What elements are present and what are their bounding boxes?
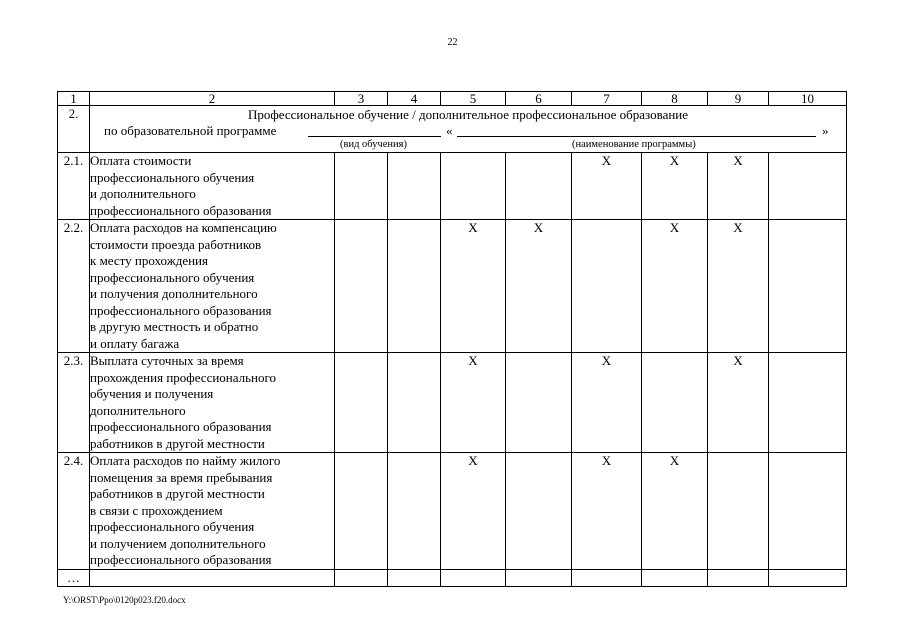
column-number-row [58, 92, 847, 106]
row-description [90, 220, 335, 353]
empty-cell [769, 569, 847, 587]
col-10-mark [769, 353, 847, 453]
ellipsis-row [58, 569, 847, 587]
col-10-mark [769, 453, 847, 570]
section-title: Профессиональное обучение / дополнительное профессиональное образование [247, 107, 689, 122]
description-line: профессионального обучения [90, 519, 255, 534]
column-header: 10 [769, 92, 847, 106]
empty-cell [335, 569, 388, 587]
program-label: по образовательной программе [104, 123, 277, 138]
col-8-mark: X [642, 153, 708, 220]
col-9-mark [708, 453, 769, 570]
col-3-mark [335, 453, 388, 570]
col-8-mark: X [642, 453, 708, 570]
col-4-mark [388, 353, 441, 453]
description-line: в связи с прохождением [90, 502, 223, 518]
col-3-mark [335, 153, 388, 220]
row-number: 2.1. [58, 153, 90, 220]
column-header: 6 [506, 92, 572, 106]
description-line: профессионального образования [90, 419, 272, 434]
column-header: 1 [58, 92, 90, 106]
row-number: 2.2. [58, 220, 90, 353]
description-line: Оплата расходов по найму жилого [90, 453, 281, 468]
empty-cell [506, 569, 572, 587]
description-line: и получением дополнительного [90, 535, 266, 551]
row-number: 2.3. [58, 353, 90, 453]
row-description [90, 353, 335, 453]
description-line: профессионального образования [90, 302, 272, 318]
section-number: 2. [58, 106, 90, 153]
page-number: 22 [447, 37, 458, 48]
table-row [58, 453, 847, 570]
expense-table [57, 91, 847, 587]
empty-cell [572, 569, 642, 587]
col-8-mark [642, 353, 708, 453]
table-row [58, 353, 847, 453]
row-description [90, 153, 335, 220]
program-line [90, 123, 846, 140]
caption-line [90, 140, 846, 152]
column-header: 8 [642, 92, 708, 106]
column-header: 3 [335, 92, 388, 106]
empty-cell [708, 569, 769, 587]
description-line: профессионального обучения [90, 169, 255, 185]
col-8-mark: X [642, 220, 708, 353]
description-line: Оплата стоимости [90, 153, 192, 168]
description-line: профессионального образования [90, 552, 272, 567]
col-5-mark [441, 153, 506, 220]
col-10-mark [769, 153, 847, 220]
col-6-mark [506, 153, 572, 220]
column-header: 7 [572, 92, 642, 106]
description-line: работников в другой местности [90, 486, 265, 501]
col-5-mark: X [441, 220, 506, 353]
education-type-caption: (вид обучения) [340, 139, 407, 150]
col-5-mark: X [441, 353, 506, 453]
col-7-mark [572, 220, 642, 353]
program-name-caption: (наименование программы) [572, 139, 696, 150]
col-9-mark: X [708, 153, 769, 220]
description-line: стоимости проезда работников [90, 236, 262, 252]
description-line: работников в другой местности [90, 435, 265, 451]
col-7-mark: X [572, 453, 642, 570]
empty-cell [388, 569, 441, 587]
table-row [58, 220, 847, 353]
col-7-mark: X [572, 153, 642, 220]
footer-file-path: Y:\ORST\Ppo\0120p023.f20.docx [63, 595, 186, 605]
description-line: и оплату багажа [90, 335, 180, 351]
description-line: в другую местность и обратно [90, 319, 259, 334]
col-10-mark [769, 220, 847, 353]
description-line: обучения и получения [90, 386, 214, 401]
description-line: и дополнительного [90, 186, 196, 201]
description-line: Оплата расходов на компенсацию [90, 220, 277, 235]
col-6-mark: X [506, 220, 572, 353]
col-6-mark [506, 453, 572, 570]
section-header-row [58, 106, 847, 153]
section-header-cell [90, 106, 847, 153]
col-3-mark [335, 353, 388, 453]
description-line: помещения за время пребывания [90, 469, 273, 485]
col-3-mark [335, 220, 388, 353]
ellipsis: … [58, 569, 90, 587]
col-9-mark: X [708, 220, 769, 353]
description-line: профессионального образования [90, 202, 272, 218]
col-9-mark: X [708, 353, 769, 453]
col-5-mark: X [441, 453, 506, 570]
empty-cell [642, 569, 708, 587]
column-header: 4 [388, 92, 441, 106]
row-number: 2.4. [58, 453, 90, 570]
col-4-mark [388, 153, 441, 220]
description-line: дополнительного [90, 402, 186, 418]
column-header: 5 [441, 92, 506, 106]
col-7-mark: X [572, 353, 642, 453]
empty-cell [441, 569, 506, 587]
education-type-blank [308, 136, 441, 137]
col-4-mark [388, 220, 441, 353]
close-quote: » [822, 123, 829, 138]
column-header: 2 [90, 92, 335, 106]
program-name-blank [457, 136, 816, 137]
row-description [90, 453, 335, 570]
table-row [58, 153, 847, 220]
description-line: и получения дополнительного [90, 286, 258, 301]
col-4-mark [388, 453, 441, 570]
open-quote: « [446, 123, 453, 138]
empty-cell [90, 569, 335, 587]
description-line: к месту прохождения [90, 253, 208, 268]
description-line: профессионального обучения [90, 269, 255, 285]
description-line: прохождения профессионального [90, 369, 277, 385]
description-line: Выплата суточных за время [90, 353, 244, 368]
col-6-mark [506, 353, 572, 453]
column-header: 9 [708, 92, 769, 106]
